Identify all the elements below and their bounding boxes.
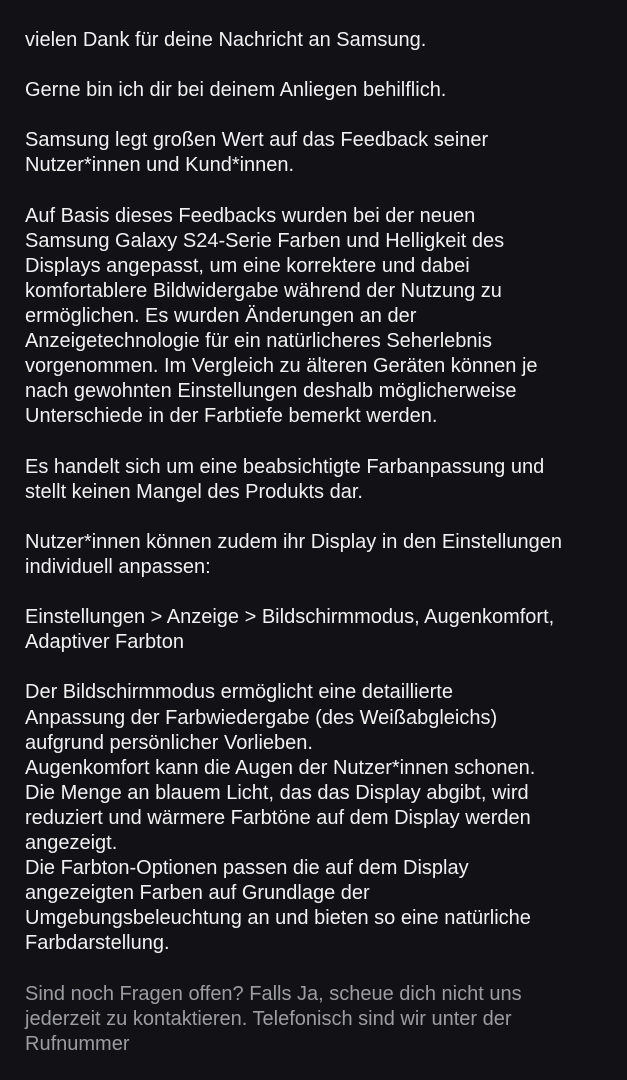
text-line: Anzeigetechnologie für ein natürlicheres Seherlebnis <box>25 330 492 353</box>
text-line: Nutzer*innen und Kund*innen. <box>25 154 295 177</box>
text-line: komfortablere Bildwidergabe während der Nutzung zu <box>25 279 502 302</box>
text-line: Anpassung der Farbwiedergabe (des Weißabgleichs) <box>25 706 498 729</box>
text-line: angezeigt. <box>25 832 118 854</box>
paragraph-feedback-value <box>25 128 621 178</box>
text-line: Displays angepasst, um eine korrektere und dabei <box>25 254 470 277</box>
text-line: Es handelt sich um eine beabsichtigte Farbanpassung und <box>25 455 545 478</box>
text-line: ermöglichen. Es wurden Änderungen an der <box>25 305 417 328</box>
text-line: Samsung Galaxy S24-Serie Farben und Helligkeit des <box>25 229 505 252</box>
paragraph-display-changes <box>25 204 621 430</box>
text-line: Sind noch Fragen offen? Falls Ja, scheue dich nicht uns <box>25 982 522 1005</box>
paragraph-gap <box>25 956 621 981</box>
paragraph-help <box>25 78 621 103</box>
paragraph-gap <box>25 580 621 605</box>
paragraph-explanation <box>25 680 621 956</box>
text-line: individuell anpassen: <box>25 555 211 578</box>
text-line: angezeigten Farben auf Grundlage der <box>25 882 370 905</box>
text-line: aufgrund persönlicher Vorlieben. <box>25 731 313 754</box>
paragraph-greeting <box>25 28 621 53</box>
paragraph-questions <box>25 982 621 1057</box>
paragraph-gap <box>25 655 621 680</box>
paragraph-gap <box>25 179 621 204</box>
paragraph-gap <box>25 53 621 78</box>
text-line: Nutzer*innen können zudem ihr Display in den Einstellungen <box>25 530 562 553</box>
text-line: Auf Basis dieses Feedbacks wurden bei der neuen <box>25 204 476 227</box>
paragraph-gap <box>25 103 621 128</box>
text-line: jederzeit zu kontaktieren. Telefonisch sind wir unter der <box>25 1007 512 1030</box>
paragraph-gap <box>25 505 621 530</box>
text-line: nach gewohnten Einstellungen deshalb möglicherweise <box>25 380 517 403</box>
text-line: Rufnummer <box>25 1032 130 1055</box>
paragraph-settings-path <box>25 605 621 655</box>
text-line: Der Bildschirmmodus ermöglicht eine detaillierte <box>25 681 453 704</box>
text-line: stellt keinen Mangel des Produkts dar. <box>25 480 363 503</box>
text-line: Einstellungen > Anzeige > Bildschirmmodus, Augenkomfort, <box>25 606 555 629</box>
text-line: Adaptiver Farbton <box>25 631 184 654</box>
text-line: reduziert und wärmere Farbtöne auf dem Display werden <box>25 806 531 829</box>
text-line: Gerne bin ich dir bei deinem Anliegen behilflich. <box>25 79 447 102</box>
text-line: Die Farbton-Optionen passen die auf dem Display <box>25 857 469 880</box>
text-line: Die Menge an blauem Licht, das das Display abgibt, wird <box>25 781 529 804</box>
paragraph-customize <box>25 530 621 580</box>
text-line: Augenkomfort kann die Augen der Nutzer*innen schonen. <box>25 756 536 779</box>
text-line: vorgenommen. Im Vergleich zu älteren Geräten können je <box>25 355 538 378</box>
paragraph-gap <box>25 430 621 455</box>
text-line: Farbdarstellung. <box>25 932 170 955</box>
text-line: Umgebungsbeleuchtung an und bieten so eine natürliche <box>25 907 531 930</box>
paragraph-intended <box>25 455 621 505</box>
text-line: vielen Dank für deine Nachricht an Samsung. <box>25 29 427 51</box>
text-line: Unterschiede in der Farbtiefe bemerkt werden. <box>25 405 438 428</box>
text-line: Samsung legt großen Wert auf das Feedback seiner <box>25 129 489 152</box>
message-body <box>25 28 621 1057</box>
